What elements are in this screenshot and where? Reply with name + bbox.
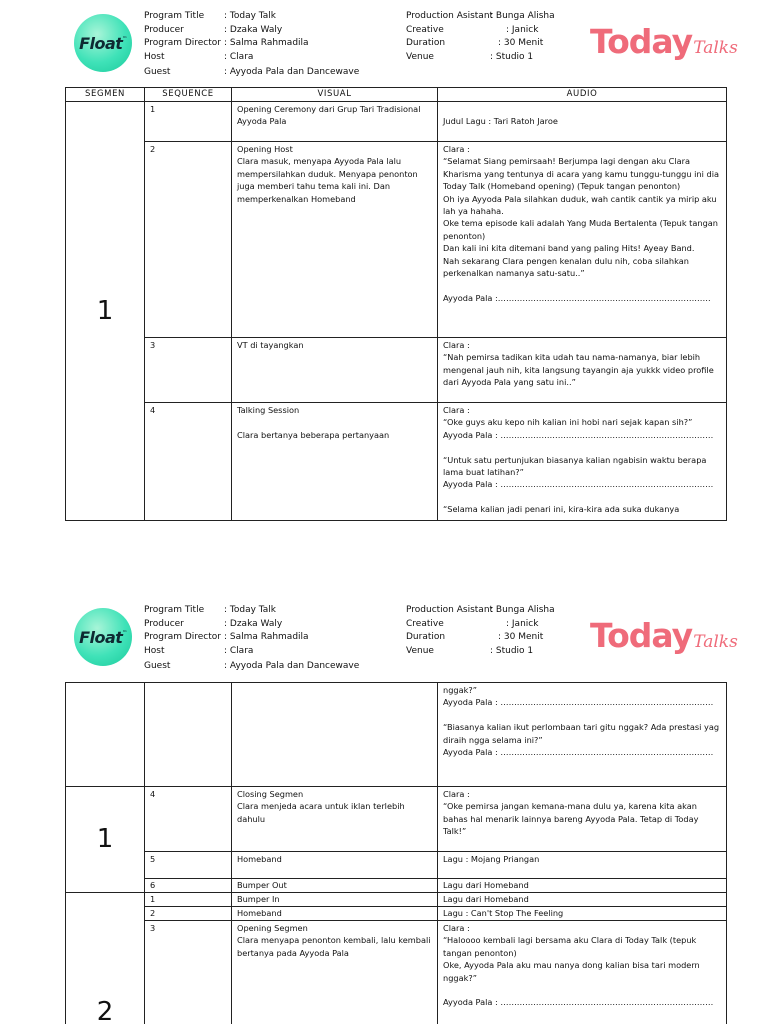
visual-cell: Opening Ceremony dari Grup Tari Tradisional Ayyoda Pala [232,102,438,142]
guest-label: Guest [144,67,171,78]
visual-cell: Homeband [232,852,438,879]
pa-value: : Bunga Alisha [490,605,555,615]
guest-value: : Ayyoda Pala dan Dancewave [224,67,360,78]
audio-cell: Clara : “Nah pemirsa tadikan kita udah tau nama-namanya, biar lebih mengenal jauh nih, kita langsung tayangin aja yukkk video profile dari Ayyoda Pala yang satu ini..” [438,338,727,403]
sequence-cell: 3 [145,338,232,403]
sequence-cell: 4 [145,403,232,521]
table-header-row [66,88,727,102]
visual-cell: Bumper Out [232,879,438,893]
today-talks-logo [590,22,738,61]
venue-value: : Studio 1 [490,51,534,62]
visual-cell: Bumper In [232,893,438,907]
float-logo [74,14,132,72]
sequence-cell: 4 [145,787,232,852]
audio-cell: Clara : “Oke pemirsa jangan kemana-mana dulu ya, karena kita akan bahas hal menarik lainnya bareng Ayyoda Pala. Tetap di Today Talk!” [438,787,727,852]
rundown-table-page2 [65,682,727,1024]
pa-label: Production Asistant [406,605,494,615]
rundown-table-page1 [65,87,727,521]
audio-cell: Lagu : Mojang Priangan [438,852,727,879]
sequence-cell: 2 [145,142,232,338]
director-value: : Salma Rahmadila [224,38,309,49]
col-visual: VISUAL [232,88,438,102]
sequence-cell: 1 [145,893,232,907]
table-row [66,102,727,142]
creative-value: : Janick [506,618,539,629]
audio-cell: Clara : “Haloooo kembali lagi bersama aku Clara di Today Talk (tepuk tangan penonton) Oke, Ayyoda Pala aku mau nanya dong kalian bisa tari modern nggak?” Ayyoda Pala : …………………………………………………………………… [438,921,727,1024]
sequence-cell [145,683,232,787]
brand-script: Talks [693,632,738,652]
table-row [66,907,727,921]
sequence-cell: 5 [145,852,232,879]
creative-value: : Janick [506,24,539,35]
duration-label: Duration [406,632,446,643]
segment-number: 2 [66,893,145,1024]
sequence-cell: 6 [145,879,232,893]
today-talks-logo [590,616,738,655]
creative-label: Creative [406,24,444,35]
program-title-value: : Today Talk [224,605,277,615]
audio-cell: Clara : “Selamat Siang pemirsaah! Berjumpa lagi dengan aku Clara Kharisma yang tentunya di acara yang kamu tunggu-tunggu ini dia Today Talk (Homeband opening) (Tepuk tangan penonton) Oh iya Ayyoda Pala silahkan duduk, wah cantik cantik ya mirip aku lah ya hahaha. Oke tema episode kali adalah Yang Muda Bertalenta (Tepuk tangan penonton) Dan kali ini kita ditemani band yang paling Hits! Ayeay Band. Nah sekarang Clara pengen kenalan dulu nih, coba silahkan perkenalkan namanya satu-satu..” Ayyoda Pala :…………………………………………………………………… [438,142,727,338]
audio-cell: Lagu dari Homeband [438,893,727,907]
sequence-cell: 1 [145,102,232,142]
audio-cell: Lagu : Can't Stop The Feeling [438,907,727,921]
table-row [66,921,727,1024]
host-label: Host [144,645,165,656]
program-title-label: Program Title [144,11,205,21]
segment-number: 1 [66,102,145,521]
venue-label: Venue [406,645,434,656]
visual-cell: VT di tayangkan [232,338,438,403]
table-row [66,683,727,787]
producer-value: : Dzaka Waly [224,24,283,35]
venue-value: : Studio 1 [490,645,534,656]
brand-main: Today [590,616,693,655]
brand-script: Talks [693,38,738,58]
audio-cell: Judul Lagu : Tari Ratoh Jaroe [438,102,727,142]
meta-left [144,10,359,80]
visual-cell: Talking Session Clara bertanya beberapa pertanyaan [232,403,438,521]
director-label: Program Director [144,38,221,49]
table-row [66,787,727,852]
audio-cell: Lagu dari Homeband [438,879,727,893]
table-row [66,879,727,893]
sequence-cell: 2 [145,907,232,921]
host-value: : Clara [224,51,254,62]
meta-right [406,604,555,658]
director-label: Program Director [144,632,221,643]
visual-cell: Opening Segmen Clara menyapa penonton kembali, lalu kembali bertanya pada Ayyoda Pala [232,921,438,1024]
visual-cell [232,683,438,787]
producer-label: Producer [144,24,184,35]
page2-header [64,604,738,688]
meta-right [406,10,555,64]
brand-main: Today [590,22,693,61]
segment-cell-continued [66,683,145,787]
guest-value: : Ayyoda Pala dan Dancewave [224,661,360,672]
float-logo [74,608,132,666]
sequence-cell: 3 [145,921,232,1024]
table-row [66,893,727,907]
visual-cell: Opening Host Clara masuk, menyapa Ayyoda Pala lalu mempersilahkan duduk. Menyapa penonton juga memberi tahu tema kali ini. Dan memperkenalkan Homeband [232,142,438,338]
col-audio: AUDIO [438,88,727,102]
program-title-value: : Today Talk [224,11,277,21]
float-logo-text: Float [79,33,123,53]
float-logo-tm: ™ [122,630,127,636]
program-title-label: Program Title [144,605,205,615]
host-label: Host [144,51,165,62]
pa-value: : Bunga Alisha [490,11,555,21]
host-value: : Clara [224,645,254,656]
table-row [66,142,727,338]
col-sequence: SEQUENCE [145,88,232,102]
pa-label: Production Asistant [406,11,494,21]
duration-label: Duration [406,38,446,49]
audio-cell: nggak?” Ayyoda Pala : …………………………………………………………………… “Biasanya kalian ikut perlombaan tari gitu nggak? Ada prestasi yag diraih ngga selama ini?” Ayyoda Pala : …………………………………………………………………… [438,683,727,787]
visual-cell: Homeband [232,907,438,921]
director-value: : Salma Rahmadila [224,632,309,643]
venue-label: Venue [406,51,434,62]
table-row [66,338,727,403]
guest-label: Guest [144,661,171,672]
duration-value: : 30 Menit [498,38,544,49]
float-logo-tm: ™ [122,36,127,42]
creative-label: Creative [406,618,444,629]
producer-value: : Dzaka Waly [224,618,283,629]
audio-cell: Clara : “Oke guys aku kepo nih kalian ini hobi nari sejak kapan sih?” Ayyoda Pala : …………………………………………………………………… “Untuk satu pertunjukan biasanya kalian ngabisin waktu berapa lama buat latihan?” Ayyoda Pala : …………………………………………………………………… “Selama kalian jadi penari ini, kira-kira ada suka dukanya [438,403,727,521]
visual-cell: Closing Segmen Clara menjeda acara untuk iklan terlebih dahulu [232,787,438,852]
table-row [66,403,727,521]
meta-left [144,604,359,674]
page1-header [64,10,738,94]
segment-number: 1 [66,787,145,893]
col-segmen: SEGMEN [66,88,145,102]
table-row [66,852,727,879]
float-logo-text: Float [79,627,123,647]
duration-value: : 30 Menit [498,632,544,643]
producer-label: Producer [144,618,184,629]
